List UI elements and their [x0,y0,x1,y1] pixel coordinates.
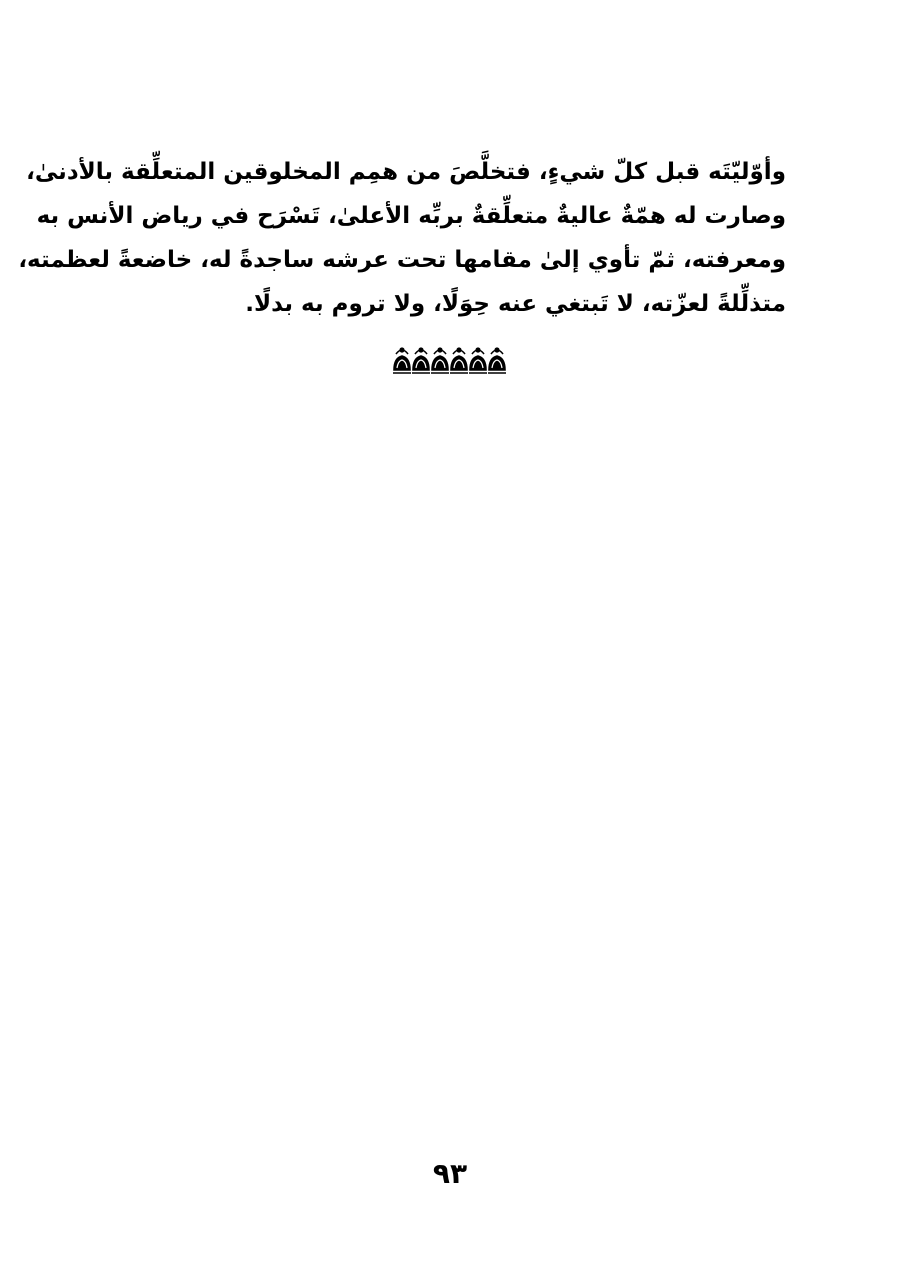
paragraph-line-1: وأوّليّتَه قبل كلّ شيءٍ، فتخلَّصَ من همِم المخلوقين المتعلِّقة بالأدنىٰ، [26,159,786,185]
paragraph-line-2: وصارت له همّةٌ عاليةٌ متعلِّقةٌ بربِّه الأعلىٰ، تَسْرَح في رياض الأنس به [36,203,786,229]
paragraph-line-4: متذلِّلةً لعزّته، لا تَبتغي عنه حِوَلًا، ولا تروم به بدلًا. [245,291,786,317]
page-number: ٩٣ [432,1157,468,1190]
paragraph-line-3: ومعرفته، ثمّ تأوي إلىٰ مقامها تحت عرشه ساجدةً له، خاضعةً لعظمته، [18,247,786,273]
paragraph [18,150,786,326]
arabesque-ornament-icon [392,344,508,376]
